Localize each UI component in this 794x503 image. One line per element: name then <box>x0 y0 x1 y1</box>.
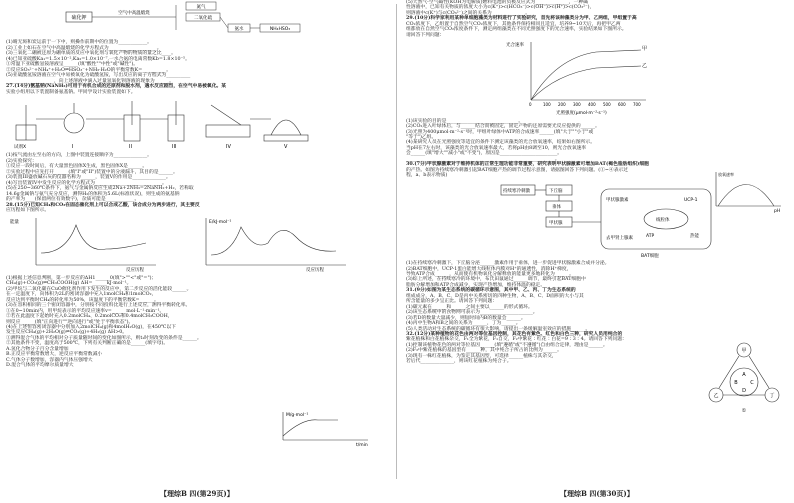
diagram-label-hypothalamus: 下丘脑 <box>549 188 563 194</box>
q32-line: 紫花植株和白花植株杂交，F₁全为紫花，F₁自交，F₂中紫花∶红花∶白花=9∶3∶4。请回答下列问题： <box>406 337 627 343</box>
q28-line: ②若在此温度下起始时充入0.2molCH₄、0.2molCO₂和0.4molCH₃COOH， <box>6 314 173 320</box>
question-30-parts <box>406 261 788 288</box>
q29-line: "等于")乙组。 <box>406 134 437 140</box>
q32-line: (3)现有一株红花植株，为鉴定其基因型，可选择______植株与其杂交， <box>406 353 557 359</box>
flow-product-2: 二氧化硫 <box>194 16 212 21</box>
question-28-cont <box>406 0 788 16</box>
question-29-parts <box>406 119 788 163</box>
q28-stem: 应历程如下图所示。 <box>6 207 50 213</box>
q28-line: 反应达到平衡时CH₄的转化率为50%，该温度下的平衡常数K=______。 <box>6 297 159 303</box>
diagram-label-atp: ATP <box>646 233 655 239</box>
q29-line: (1)该实验的目的是______________________________。 <box>406 118 524 124</box>
molar-mass-graph <box>268 408 386 448</box>
q31-line: 组成成分，A、B、C、D是丙中关系密切的四种生物，A、B、C、D面积的大小与其 <box>406 293 584 299</box>
diagram-label-mitochondria: 线粒体 <box>656 217 670 223</box>
flow-start-label: 硫化钾 <box>71 15 87 21</box>
q29-line: (3)光照为400μmol·m⁻²·s⁻¹时，甲组叶绿体中ATP的合成速率______(填"大于""小于"或 <box>406 129 594 135</box>
q28-line: ②其他条件不变，温度高于500℃，下列有关判断正确的是______(填字母)。 <box>6 341 169 347</box>
q31-line: (1)碳元素在______和______之间主要以______的形式循环。 <box>406 304 533 310</box>
q30-stem: 程，a、b表示物质) <box>406 173 448 179</box>
graph4-xlabel: 光照强度(μmol·m⁻²·s⁻¹) <box>556 111 607 117</box>
cycle-node-ding: 丁 <box>769 393 775 399</box>
x-tick: 600 <box>618 102 626 108</box>
q28-stem: 28.(15分)已知CH₄和CO₂在固态催化剂上可以合成乙酸，该合成分为两步进行，其主要反 <box>6 201 200 208</box>
graph3-xlabel: t/min <box>356 443 368 448</box>
q31-line: 31.(9分)如图为某生态系统的碳循环示意图，其中甲、乙、丙、丁为生态系统的 <box>406 287 576 294</box>
graph5-ylabel: 放氧速率 <box>718 172 734 177</box>
q28-line: 发生反应CH₄(g)+2H₂O(g)⇌CO₂(g)+4H₂(g) ΔH>0。 <box>6 330 128 336</box>
q27-stem: 27.(14分)氨基钠(NaNH₂)可用于有机合成的还原剂和脱水剂，遇水反应剧烈，在空气中易被氧化。某 <box>6 83 227 90</box>
q29-line: 当pH在7左右时，该藻类的光合放氧速率最大，若将pH由8调至10，则光合放氧速率 <box>406 145 587 151</box>
q28-line: ①测得混合气体的平均相对分子质量随时间的变化如图所示，则t₁时刻改变的条件是______。 <box>6 335 202 341</box>
question-26-parts <box>6 40 386 84</box>
q31-line: (3)若D的数量大量减少，则短时间内B的数量会______。 <box>406 315 526 321</box>
q27-line: (4)写出装置IV中发生反应的化学方程式为____________________________。 <box>6 180 167 186</box>
q27-line: (3)装置III盛放碱石灰的仪器名称为______，装置V的作用是______________。 <box>6 175 171 181</box>
q28-line: (2)甲烷与二氧化碳在CuO催化剂作用下发生的反应中，第二步反应的活化能较______。 <box>6 286 192 292</box>
graph1-xlabel: 反应历程 <box>126 268 144 274</box>
cycle-node-d: D <box>742 388 746 394</box>
flow-product-4: NH₄HSO₃ <box>269 27 291 32</box>
flow-product-3: 氨水 <box>234 27 244 32</box>
question-27-parts <box>6 153 386 202</box>
apparatus-label-1: I <box>72 143 74 150</box>
q27-line: ②实验过程中应先打开______(填"I"或"II")装置中的分液漏斗，其目的是______。 <box>6 169 178 175</box>
flow-step-label: 空气中高温煅烧 <box>118 11 150 16</box>
x-tick: 300 <box>573 102 581 108</box>
q28-line: 则反应______(填"正向进行""逆向进行"或"处于平衡状态")。 <box>6 319 134 325</box>
question-28 <box>6 203 386 214</box>
q27-line: ①反应一段时间后，有大量黑色固体X生成，黑色固体X是______。 <box>6 164 148 170</box>
q26-line: ____________________，向上述溶液中滴入过量氢氧化钡溶液的现象为______。 <box>6 78 174 84</box>
x-tick: 500 <box>603 102 611 108</box>
q31-line: (4)丙中生物A和B之间的关系为______，丁为______。 <box>406 321 521 327</box>
q27-line: (1)按气流由左至右的方向，上图中装置连接顺序为______________。 <box>6 153 152 159</box>
q31-line: 所含能量的多少呈正比。请回答下列问题： <box>406 299 498 305</box>
q31-line: (5)人类活动对生态系统的碳循环有很大影响，请提出一条缓解温室效应的措施______。 <box>406 326 591 332</box>
q28-line: (3)在容积相同的三个密闭容器中，分别按不同投料比进行上述反应，测得平衡转化率。 <box>6 303 191 309</box>
q26-line: (2)工业上如石在空气中高温煅烧的化学方程式为____________________。 <box>6 45 162 51</box>
graph2-xlabel: 反应历程 <box>306 268 324 274</box>
diagram-label-thyroid-hormone: 甲状腺激素 <box>606 197 629 203</box>
q28-line: D.混合气体的平均摩尔质量增大 <box>6 363 74 369</box>
q29-line: ______________________________________________________________。 <box>406 156 560 162</box>
cycle-arrow-label: ① <box>741 408 747 414</box>
diagram-label-ucp1: UCP-1 <box>684 197 698 203</box>
q32-line: 32.(12分)某种植物的花色由两对等位基因控制，其花色有紫色、红色和白色三种，研究人员用纯合的 <box>406 330 623 337</box>
q26-line: (1)晴无斑和炭运前于一下中，则操作前期中的位置为____________。 <box>6 40 152 46</box>
flow-product-1: 氮气 <box>196 5 206 10</box>
q28-line: (1)根据上述信息判断，第一步反应的ΔH1______0(填">""<"或"=")； <box>6 275 157 281</box>
series-jia-label: 甲 <box>642 46 648 53</box>
graph2-ylabel: E/kJ·mol⁻¹ <box>209 220 232 226</box>
q27-line: 的产率为____(保留两位有效数字)，杂质可能是____________。 <box>6 197 140 203</box>
x-tick: 700 <box>633 102 641 108</box>
q32-line: (2)F₂中紫花植株的基因型有______种，其中纯合子所占的比例为______。 <box>406 348 562 354</box>
q29-stem: 组都放在自然空气CO₂浓度条件下，测定两组藻类在不同光照强度下的光合速率，实验结果如下图所示。 <box>406 27 627 33</box>
q26-line: ①常温下亚硫酸氢铵溶液呈______(填"酸性""中性"或"碱性")。 <box>6 62 139 68</box>
diagram-label-thyroid: 甲状腺 <box>549 220 563 226</box>
carbon-cycle-diagram <box>704 340 784 416</box>
q29-line: 会______(填"增大""减小"或"不变")，原因是________________________。 <box>406 151 563 157</box>
apparatus-label-4: IV <box>226 143 231 150</box>
ph-graph <box>706 168 786 214</box>
question-27 <box>6 84 386 95</box>
question-29 <box>406 16 788 38</box>
question-28-parts <box>6 276 386 369</box>
diagram-label-pituitary: 垂体 <box>552 204 561 210</box>
q30-stem: 的产热。如图为持续寒冷刺激引起BAT细胞产热的调节过程示意图，请据图回答下列问题。(①~④表示过 <box>406 167 629 173</box>
diagram-label-norepinephrine: 去甲肾上腺素 <box>606 235 633 241</box>
diagram-label-heat: 热能 <box>690 233 699 239</box>
cycle-node-c: C <box>750 380 754 386</box>
footer-left-page-number: 【理综B 四(第29页)】 <box>160 489 234 498</box>
q26-line: (5)亚硫酸氢铵溶液在空气中易被氧化为硫酸氢铵，写出反应的离子方程式为__________ <box>6 73 191 79</box>
q28-line: CH₄(g)+CO₂(g)⇌CH₃COOH(g) ΔH=______kJ·mol⁻¹。 <box>6 281 132 287</box>
q26-line: ②反应SO₃²⁻+NH₄⁺+H₂O⇌HSO₃⁻+NH₃·H₂O的平衡常数K=__________。 <box>6 67 172 73</box>
q29-stem: CO₂浓度下，乙组置于自然空气CO₂浓度下，其他条件保持相同且适宜，培养9~10天后，再把甲乙两 <box>406 21 621 27</box>
q27-line: (2)实验探究： <box>6 158 37 164</box>
apparatus-label-3: III <box>172 143 177 150</box>
q28-line: (4)在上述恒容密闭容器中分别加入2molCH₄(g)和4molH₂O(g)，在450℃以下 <box>6 324 176 330</box>
q29-stem: 请回答下列问题： <box>406 32 445 38</box>
graph4-ylabel: 光合速率 <box>506 43 524 49</box>
q28-line: 在一定温度下，向体积为2L的密闭容器中充入1molCH₄和1molCO₂， <box>6 292 157 298</box>
cycle-node-jia: 甲 <box>741 348 747 354</box>
right-page <box>406 0 788 483</box>
apparatus-diagram <box>6 95 386 151</box>
cycle-node-a: A <box>742 372 746 378</box>
x-tick: 200 <box>558 102 566 108</box>
graph3-ylabel: M/g·mol⁻¹ <box>286 413 309 418</box>
diagram-label-bat-cell: BAT细胞 <box>641 253 659 259</box>
q32-line: 若后代______________，则该红花植株为纯合子。 <box>406 359 512 365</box>
footer-right-page-number: 【理综B 四(第30页)】 <box>560 489 634 498</box>
diagram-label-cold: 持续寒冷刺激 <box>503 188 530 194</box>
x-tick: 0 <box>529 102 532 108</box>
q27-line: 14.6g金属钠与氨气充分反应，测得H₂的体积为5.6L(标准状况)，则生成的氨基钠 <box>6 191 180 197</box>
photosynthesis-graph <box>406 38 788 116</box>
q28-line: B.正反应平衡常数增大，逆反应平衡常数减小 <box>6 352 103 358</box>
q28-line: C.气体分子数增加，容器内气体压强增大 <box>6 357 93 363</box>
q30-stem: 30.(7分)甲状腺激素对于维持机体的正常生理功能非常重要，研究表明甲状腺激素可增加BAT(褐色脂肪组织)细胞 <box>406 161 649 168</box>
q29-stem: 29.(10分)科学家利用某种单细胞藻类为材料进行了实验研究，首先将该种藻类分为甲、乙两组，甲组置于高 <box>406 15 637 22</box>
q28-line: 则溶液中c(K⁺)与c(CO₃²⁻)之间的关系为______________。 <box>406 10 531 16</box>
series-yi-label: 乙 <box>642 63 648 70</box>
q28-line: ①在0~10min内，用甲烷表示的平均反应速率v=______mol·L⁻¹·min⁻¹。 <box>6 308 165 314</box>
q32-line: (1)控制该植物花色的两对等位基因______(填"遵循"或"不遵循")自由组合定律，理由是______。 <box>406 342 608 348</box>
q30-line: (3)综上所述，在持续寒冷的环境中，布氏田鼠通过______调节，最终引起BAT细胞中 <box>406 277 586 283</box>
process-flow-diagram <box>6 0 386 38</box>
q30-line: 脂肪分解增加和ATP合成减少，实现产热增加，维持体温的稳定。 <box>406 282 546 288</box>
graph5-xlabel: pH <box>774 209 781 214</box>
q29-line: (4)某研究人员在光照强度等适宜的条件下测定该藻类的光合放氧速率，结果如右图所示。 <box>406 140 596 146</box>
question-31 <box>406 288 788 332</box>
q28-line: 性溶液中，已知有关物质的浓度大小为c(K⁺)>c(HCO₃⁻)>c(OH⁻)>c(H⁺)>c(CO₃²⁻)， <box>406 5 595 11</box>
page-divider <box>396 4 397 479</box>
apparatus-label-5: V <box>284 143 288 150</box>
q26-line: (4)已知亚硫酸Ka₁=1.5×10⁻²,Ka₂=1.0×10⁻⁷,一水合氨的电离常数Kb=1.8×10⁻⁵。 <box>6 56 190 62</box>
q30-line: (2)BAT细胞中，UCP-1蛋白能增大线粒体内膜对H⁺的通透性，消除H⁺梯度， <box>406 266 572 272</box>
cycle-node-b: B <box>734 380 738 386</box>
q27-line: (5)在250~360℃条件下，氨气与金属钠反应生成2Na+2NH₃=2NaNH₂+H₂，若称取 <box>6 186 194 192</box>
q26-line: (3)三氧化二硼被还原为硼单质的反应中氧化剂与氧化产物的物质的量之比____。 <box>6 51 176 57</box>
graph1-ylabel: 能量 <box>10 220 19 226</box>
q31-line: (2)该生态系统中的食物网可表示为______________________。 <box>406 310 538 316</box>
q29-line: (2)CO₂进入叶绿体后，与______结合而被固定，固定产物的还原需要光反应提供的______。 <box>406 124 600 130</box>
apparatus-label-x: 试剂X <box>14 144 27 150</box>
energy-graphs <box>6 213 386 273</box>
cycle-node-yi: 乙 <box>713 393 719 399</box>
q27-stem: 实验小组用以下装置制备氨基钠。甲同学设计实验装置如下。 <box>6 89 136 95</box>
q28-line: A.氢化合物分子百分含量增加 <box>6 346 69 352</box>
x-tick: 400 <box>588 102 596 108</box>
q28-line: (5)天然气-空气碱性(KOH为电解质)燃料电池的负极反应式为______________，一种碱 <box>406 0 589 5</box>
q30-line: (1)在持续寒冷刺激下，下丘脑分泌______激素作用于垂体，进一步促进甲状腺激素合成并分泌。 <box>406 261 610 267</box>
left-page <box>6 0 386 483</box>
apparatus-label-2: II <box>129 143 132 150</box>
x-tick: 100 <box>543 102 551 108</box>
q30-line: 导致ATP合成______，从而使有机物氧化分解释放的能量更多地转化为______。 <box>406 271 574 277</box>
